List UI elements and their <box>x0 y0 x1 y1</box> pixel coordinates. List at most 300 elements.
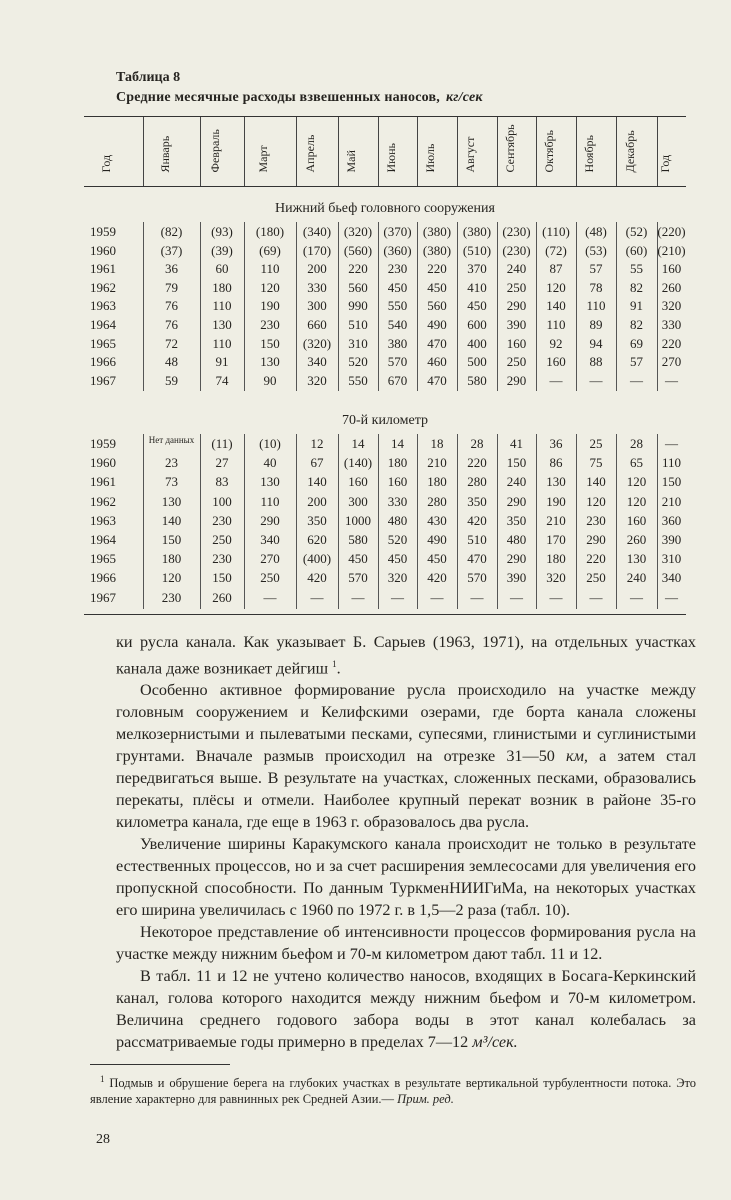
column-header: Июль <box>417 117 458 186</box>
section-title-70km: 70-й километр <box>341 413 429 428</box>
value-cell: 350 <box>307 512 327 528</box>
value-cell: (380) <box>422 224 452 239</box>
column-divider <box>338 434 339 609</box>
value-cell: 550 <box>348 372 368 388</box>
value-cell: 570 <box>348 570 368 586</box>
value-cell: 130 <box>260 354 280 370</box>
column-header: Январь <box>143 117 201 186</box>
table-row <box>84 261 686 279</box>
column-header: Октябрь <box>536 117 577 186</box>
value-cell: 330 <box>387 493 408 509</box>
value-cell: 89 <box>589 317 603 332</box>
value-cell: 120 <box>546 279 566 295</box>
value-cell: 340 <box>661 570 682 586</box>
value-cell: 150 <box>212 570 232 586</box>
value-cell: 130 <box>260 474 280 490</box>
value-cell: 250 <box>586 570 606 586</box>
value-cell: 120 <box>586 493 606 509</box>
value-cell: (180) <box>255 224 285 239</box>
value-cell: 94 <box>589 335 603 351</box>
table-title-text: Средние месячные расходы взвешенных наносов, <box>116 90 440 105</box>
column-header: Год <box>657 117 687 186</box>
value-cell: 140 <box>546 298 566 314</box>
value-cell: 420 <box>307 570 327 586</box>
value-cell: 320 <box>307 372 327 388</box>
table-row <box>84 590 686 608</box>
value-cell: 91 <box>215 354 229 370</box>
table-row <box>84 317 686 335</box>
value-cell: 490 <box>427 317 447 332</box>
value-cell: 240 <box>506 474 527 490</box>
value-cell: (140) <box>343 455 373 471</box>
value-cell: 250 <box>260 570 280 586</box>
value-cell: (510) <box>462 242 492 258</box>
value-cell: 660 <box>307 317 327 332</box>
column-divider <box>244 222 245 391</box>
value-cell: 73 <box>165 474 178 490</box>
column-divider <box>497 222 498 391</box>
value-cell: (210) <box>657 242 686 258</box>
value-cell: 110 <box>260 493 280 509</box>
column-divider <box>657 434 658 609</box>
year-cell: 1967 <box>90 372 116 388</box>
value-cell: — <box>589 372 603 388</box>
value-cell: 180 <box>546 551 566 567</box>
value-cell: 88 <box>589 354 603 370</box>
value-cell: 230 <box>161 589 182 605</box>
value-cell: 250 <box>506 354 527 370</box>
value-cell: 75 <box>589 455 603 471</box>
column-divider <box>244 434 245 609</box>
year-cell: 1964 <box>90 532 116 547</box>
value-cell: 560 <box>427 298 447 314</box>
paragraph-1: ки русла канала. Как указывает Б. Сарыев (1963, 1971), на отдельных участках канала даже возникает дейгиш $^1$. <box>116 633 696 678</box>
value-cell: 130 <box>212 317 232 332</box>
value-cell: 150 <box>661 474 682 490</box>
value-cell: 90 <box>263 372 277 388</box>
value-cell: 230 <box>387 261 408 277</box>
column-divider <box>296 434 297 609</box>
column-header: Февраль <box>200 117 245 186</box>
value-cell: 320 <box>546 570 566 586</box>
table-header-rule <box>84 186 686 187</box>
value-cell: — <box>351 589 365 605</box>
value-cell: (110) <box>542 224 570 239</box>
value-cell: — <box>665 589 678 605</box>
value-cell: 160 <box>626 512 647 528</box>
value-cell: (93) <box>211 224 233 239</box>
year-cell: 1962 <box>90 493 116 509</box>
value-cell: — <box>549 589 563 605</box>
value-cell: 67 <box>310 455 324 471</box>
value-cell: 79 <box>165 279 178 295</box>
value-cell: 120 <box>626 474 647 490</box>
value-cell: 1000 <box>345 512 371 528</box>
value-cell: 990 <box>348 298 368 314</box>
value-cell: 580 <box>348 532 368 547</box>
value-cell: — <box>549 372 563 388</box>
value-cell: 370 <box>467 261 487 277</box>
value-cell: 110 <box>586 298 606 314</box>
value-cell: — <box>430 589 444 605</box>
table-row <box>84 298 686 316</box>
footnote-ref: 1 <box>332 659 337 669</box>
value-cell: (52) <box>625 224 648 239</box>
column-header: Август <box>457 117 498 186</box>
value-cell: 240 <box>626 570 647 586</box>
table-row <box>84 513 686 531</box>
column-divider <box>143 434 144 609</box>
value-cell: 230 <box>586 512 606 528</box>
value-cell: (39) <box>211 242 233 258</box>
value-cell: 310 <box>661 551 682 567</box>
body-text <box>116 631 696 1053</box>
value-cell: — <box>510 589 523 605</box>
value-cell: 28 <box>630 436 643 451</box>
value-cell: 520 <box>387 532 408 547</box>
value-cell: 350 <box>467 493 487 509</box>
value-cell: 78 <box>589 279 603 295</box>
value-cell: 290 <box>506 298 527 314</box>
value-cell: 180 <box>212 279 232 295</box>
value-cell: 340 <box>307 354 327 370</box>
table-row <box>84 494 686 512</box>
column-header: Год <box>98 154 113 173</box>
value-cell: 150 <box>260 335 280 351</box>
table-header <box>84 117 686 186</box>
value-cell: 240 <box>506 261 527 277</box>
column-divider <box>200 434 201 609</box>
value-cell: 92 <box>549 335 563 351</box>
value-cell: 400 <box>467 335 487 351</box>
value-cell: 540 <box>387 317 408 332</box>
table-caption: Таблица 8 <box>116 70 181 85</box>
column-divider <box>657 222 658 391</box>
table-row <box>84 455 686 473</box>
value-cell: 290 <box>506 372 527 388</box>
column-divider <box>378 434 379 609</box>
table-row <box>84 570 686 588</box>
value-cell: 36 <box>165 261 178 277</box>
value-cell: 550 <box>387 298 408 314</box>
section-title-lower-pool: Нижний бьеф головного сооружения <box>275 201 495 216</box>
value-cell: 390 <box>506 317 527 332</box>
value-cell: 130 <box>626 551 647 567</box>
year-cell: 1966 <box>90 570 116 586</box>
value-cell: 180 <box>161 551 182 567</box>
value-cell: 190 <box>260 298 280 314</box>
value-cell: 57 <box>589 261 603 277</box>
value-cell: 280 <box>467 474 487 490</box>
table-row <box>84 551 686 569</box>
column-divider <box>457 222 458 391</box>
value-cell: (53) <box>585 242 607 258</box>
value-cell: (60) <box>625 242 648 258</box>
value-cell: 55 <box>630 261 643 277</box>
year-cell: 1966 <box>90 354 116 370</box>
value-cell: 500 <box>467 354 487 370</box>
value-cell: 27 <box>215 455 229 471</box>
value-cell: 270 <box>661 354 682 370</box>
value-cell: 280 <box>427 493 447 509</box>
value-cell: 480 <box>387 512 408 528</box>
year-cell: 1963 <box>90 298 116 314</box>
value-cell: 65 <box>630 455 643 471</box>
value-cell: 250 <box>506 279 527 295</box>
value-cell: 23 <box>165 455 178 471</box>
footnote: $^1$ Подмыв и обрушение берега на глубоких участках в результате вертикальной турбулентности потока. Это явление характерно для равнинных рек Средней Азии.— Прим. ред. <box>90 1074 697 1107</box>
table-row <box>84 354 686 372</box>
value-cell: 620 <box>307 532 327 547</box>
value-cell: 180 <box>427 474 447 490</box>
value-cell: 210 <box>661 493 682 509</box>
value-cell: 160 <box>506 335 527 351</box>
value-cell: 210 <box>427 455 447 471</box>
column-divider <box>457 434 458 609</box>
value-cell: 340 <box>260 532 280 547</box>
value-cell: 360 <box>661 512 682 528</box>
value-cell: (370) <box>383 224 412 239</box>
value-cell: 87 <box>549 261 563 277</box>
value-cell: 190 <box>546 493 566 509</box>
value-cell: 100 <box>212 493 232 509</box>
value-cell: 72 <box>165 335 178 351</box>
value-cell: 25 <box>589 436 603 451</box>
column-divider <box>296 222 297 391</box>
column-divider <box>417 434 418 609</box>
value-cell: (230) <box>502 242 531 258</box>
value-cell: 450 <box>387 551 408 567</box>
value-cell: — <box>630 372 643 388</box>
value-cell: (360) <box>383 242 412 258</box>
column-divider <box>200 222 201 391</box>
table-row <box>84 373 686 391</box>
value-cell: 91 <box>630 298 643 314</box>
value-cell: 86 <box>549 455 563 471</box>
value-cell: 12 <box>310 436 324 451</box>
value-cell: 330 <box>661 317 682 332</box>
value-cell: (320) <box>343 224 373 239</box>
value-cell: 380 <box>387 335 408 351</box>
value-cell: 110 <box>260 261 280 277</box>
value-cell: (82) <box>160 224 183 239</box>
value-cell: 110 <box>546 317 566 332</box>
value-cell: 160 <box>348 474 368 490</box>
table-bottom-rule <box>84 614 686 615</box>
value-cell: 420 <box>467 512 487 528</box>
value-cell: 510 <box>348 317 368 332</box>
value-cell: 14 <box>351 436 365 451</box>
value-cell: 390 <box>506 570 527 586</box>
value-cell: 130 <box>546 474 566 490</box>
value-cell: 320 <box>387 570 408 586</box>
table-units: кг/сек <box>445 90 483 105</box>
year-cell: 1965 <box>90 335 116 351</box>
table-row <box>84 243 686 261</box>
column-divider <box>576 222 577 391</box>
year-cell: 1960 <box>90 242 116 258</box>
column-header: Сентябрь <box>497 117 537 186</box>
value-cell: 180 <box>387 455 408 471</box>
value-cell: 220 <box>348 261 368 277</box>
value-cell: 320 <box>661 298 682 314</box>
value-cell: 150 <box>161 532 182 547</box>
value-cell: 220 <box>586 551 606 567</box>
table-row <box>84 474 686 492</box>
value-cell: — <box>391 589 404 605</box>
value-cell: 28 <box>470 436 484 451</box>
value-cell: (48) <box>585 224 607 239</box>
value-cell: (170) <box>302 242 332 258</box>
value-cell: — <box>470 589 484 605</box>
value-cell: — <box>630 589 643 605</box>
value-cell: 120 <box>626 493 647 509</box>
value-cell: 250 <box>212 532 232 547</box>
value-cell: 580 <box>467 372 487 388</box>
value-cell: 76 <box>165 298 178 314</box>
value-cell: 470 <box>427 372 447 388</box>
value-cell: 74 <box>215 372 229 388</box>
table-title <box>116 90 483 106</box>
value-cell: Нет данных <box>148 435 195 445</box>
value-cell: 69 <box>630 335 643 351</box>
value-cell: 230 <box>212 551 232 567</box>
value-cell: (560) <box>343 242 373 258</box>
value-cell: 290 <box>506 551 527 567</box>
value-cell: 300 <box>348 493 368 509</box>
paragraph-2: Особенно активное формирование русла происходило на участке между головным сооружением и Келифскими озерами, где борта канала сложены мелкозернистыми и пылеватыми песками, супесями, глинистыми и суглинистыми грунтами. Вначале размыв происходил на отрезке 31—50 км, а затем стал передвигаться выше. В результате на участках, сложенных песками, образовались перекаты, плёсы и отмели. Наиболее крупный перекат возник в районе 35-го километра канала, где еще в 1963 г. образовалось два русла. <box>116 681 696 832</box>
value-cell: 520 <box>348 354 368 370</box>
table-row <box>84 336 686 354</box>
column-divider <box>536 222 537 391</box>
value-cell: 270 <box>260 551 280 567</box>
year-cell: 1963 <box>90 512 116 528</box>
value-cell: 110 <box>661 455 682 471</box>
column-divider <box>378 222 379 391</box>
value-cell: 470 <box>467 551 487 567</box>
value-cell: 330 <box>307 279 327 295</box>
table-row <box>84 280 686 298</box>
year-cell: 1961 <box>90 261 116 277</box>
value-cell: 140 <box>307 474 327 490</box>
value-cell: 60 <box>215 261 229 277</box>
value-cell: 560 <box>348 279 368 295</box>
column-header: Май <box>338 117 379 186</box>
value-cell: 110 <box>212 298 232 314</box>
column-header: Ноябрь <box>576 117 617 186</box>
value-cell: (72) <box>545 242 567 258</box>
paragraph-5: В табл. 11 и 12 не учтено количество наносов, входящих в Босага-Керкинский канал, голова которого находится между нижним бьефом и 70-м километром. Величина среднего годового забора воды в этот канал колебалась за рассматриваемые годы примерно в пределах 7—12 м³/сек. <box>116 967 696 1052</box>
value-cell: 260 <box>661 279 682 295</box>
value-cell: 290 <box>586 532 606 547</box>
table-row <box>84 532 686 550</box>
value-cell: 470 <box>427 335 447 351</box>
value-cell: 670 <box>387 372 408 388</box>
value-cell: 350 <box>506 512 527 528</box>
value-cell: 490 <box>427 532 447 547</box>
value-cell: 570 <box>387 354 408 370</box>
value-cell: 410 <box>467 279 487 295</box>
column-header: Апрель <box>296 117 339 186</box>
value-cell: 48 <box>165 354 178 370</box>
value-cell: (380) <box>422 242 452 258</box>
column-divider <box>417 222 418 391</box>
value-cell: 450 <box>387 279 408 295</box>
column-divider <box>616 434 617 609</box>
value-cell: 420 <box>427 570 447 586</box>
value-cell: 120 <box>161 570 182 586</box>
year-cell: 1965 <box>90 551 116 567</box>
year-cell: 1959 <box>90 436 116 451</box>
value-cell: 290 <box>506 493 527 509</box>
value-cell: 450 <box>427 551 447 567</box>
column-divider <box>497 434 498 609</box>
value-cell: 200 <box>307 261 327 277</box>
value-cell: (400) <box>302 551 332 567</box>
value-cell: 390 <box>661 532 682 547</box>
value-cell: 40 <box>263 455 277 471</box>
value-cell: 41 <box>510 436 523 451</box>
value-cell: (37) <box>160 242 183 258</box>
value-cell: (320) <box>302 335 332 351</box>
value-cell: 220 <box>427 261 447 277</box>
value-cell: 220 <box>467 455 487 471</box>
value-cell: 18 <box>430 436 444 451</box>
value-cell: (10) <box>259 436 281 451</box>
value-cell: 14 <box>391 436 404 451</box>
year-cell: 1960 <box>90 455 116 471</box>
value-cell: 450 <box>467 298 487 314</box>
value-cell: 82 <box>630 317 643 332</box>
value-cell: 460 <box>427 354 447 370</box>
value-cell: (69) <box>259 242 281 258</box>
table-row <box>84 436 686 454</box>
column-divider <box>536 434 537 609</box>
value-cell: — <box>310 589 324 605</box>
value-cell: (220) <box>657 224 686 239</box>
column-header: Июнь <box>378 117 418 186</box>
page-number: 28 <box>96 1132 110 1147</box>
value-cell: 170 <box>546 532 566 547</box>
footnote-rule <box>90 1064 230 1065</box>
value-cell: — <box>665 372 678 388</box>
value-cell: 57 <box>630 354 643 370</box>
column-header: Декабрь <box>616 117 658 186</box>
value-cell: 480 <box>506 532 527 547</box>
value-cell: 140 <box>586 474 606 490</box>
value-cell: 140 <box>161 512 182 528</box>
value-cell: 110 <box>212 335 232 351</box>
value-cell: 83 <box>215 474 229 490</box>
value-cell: 310 <box>348 335 368 351</box>
value-cell: 230 <box>260 317 280 332</box>
value-cell: 76 <box>165 317 178 332</box>
value-cell: 130 <box>161 493 182 509</box>
year-cell: 1964 <box>90 317 116 332</box>
value-cell: 430 <box>427 512 447 528</box>
value-cell: 570 <box>467 570 487 586</box>
value-cell: 450 <box>427 279 447 295</box>
value-cell: (230) <box>502 224 531 239</box>
value-cell: 290 <box>260 512 280 528</box>
value-cell: 230 <box>212 512 232 528</box>
value-cell: 510 <box>467 532 487 547</box>
year-cell: 1962 <box>90 279 116 295</box>
value-cell: 220 <box>661 335 682 351</box>
column-divider <box>338 222 339 391</box>
table-row <box>84 224 686 242</box>
value-cell: 160 <box>546 354 566 370</box>
